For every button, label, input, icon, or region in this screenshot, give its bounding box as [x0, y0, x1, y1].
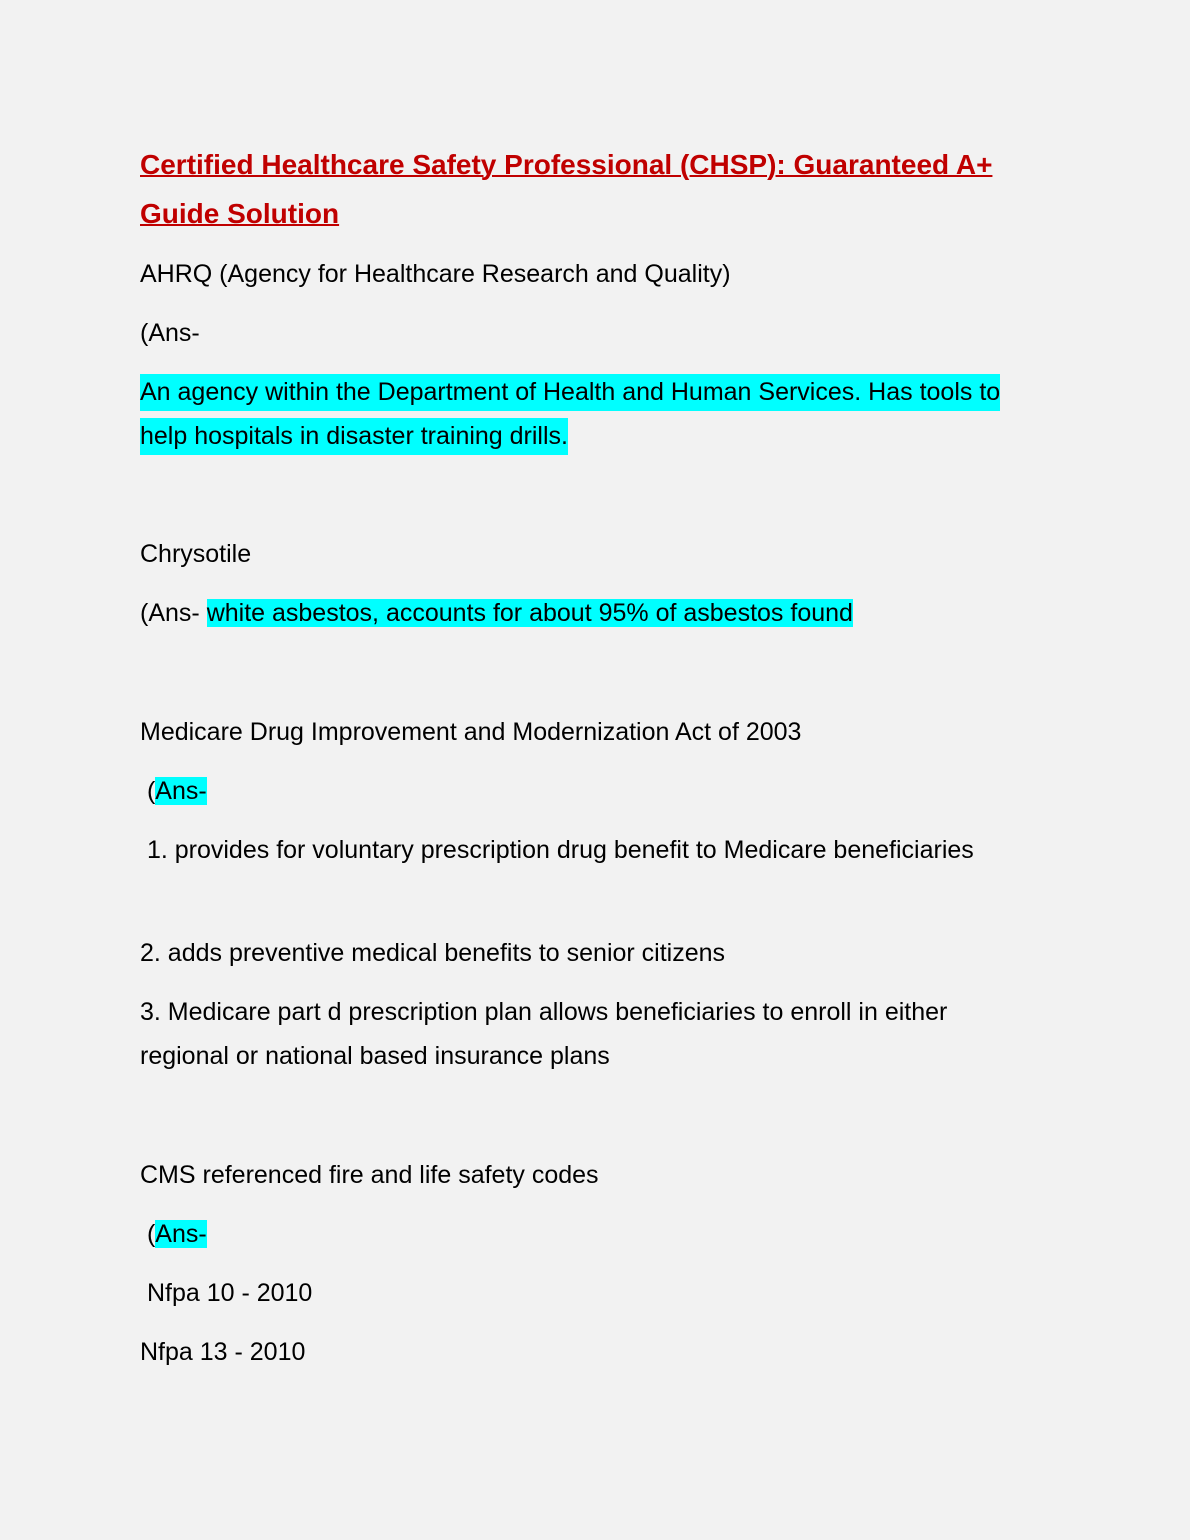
entry-ans-medicare — [140, 776, 207, 806]
ans-paren: ( — [140, 1220, 156, 1248]
entry-answer-chrysotile — [140, 598, 853, 628]
ans-paren: ( — [140, 777, 156, 805]
list-item: 3. Medicare part d prescription plan allows beneficiaries to enroll in either regional or national based insurance plans — [140, 998, 948, 1070]
entry-term-chrysotile: Chrysotile — [140, 540, 252, 568]
ans-label-highlight: Ans- — [155, 1220, 207, 1248]
ans-label-highlight: Ans- — [155, 777, 207, 805]
answer-highlight: An agency within the Department of Health and Human Services. Has tools to help hospitals in disaster training drills. — [140, 374, 1000, 455]
list-item: 1. provides for voluntary prescription drug benefit to Medicare beneficiaries — [140, 836, 974, 864]
document-title: Certified Healthcare Safety Professional (CHSP): Guaranteed A+ Guide Solution — [140, 149, 993, 229]
entry-ans-cms — [140, 1219, 207, 1249]
ans-prefix: (Ans- — [140, 599, 207, 627]
entry-answer-ahrq — [140, 370, 1040, 458]
list-item: Nfpa 10 - 2010 — [140, 1279, 313, 1307]
answer-highlight: white asbestos, accounts for about 95% of asbestos found — [206, 599, 853, 627]
entry-term-cms: CMS referenced fire and life safety codes — [140, 1161, 599, 1189]
list-item: Nfpa 13 - 2010 — [140, 1338, 306, 1366]
entry-ans-prefix-ahrq: (Ans- — [140, 319, 200, 347]
list-item: 2. adds preventive medical benefits to senior citizens — [140, 939, 726, 967]
entry-term-ahrq: AHRQ (Agency for Healthcare Research and Quality) — [140, 260, 731, 288]
entry-term-medicare: Medicare Drug Improvement and Modernization Act of 2003 — [140, 718, 802, 746]
